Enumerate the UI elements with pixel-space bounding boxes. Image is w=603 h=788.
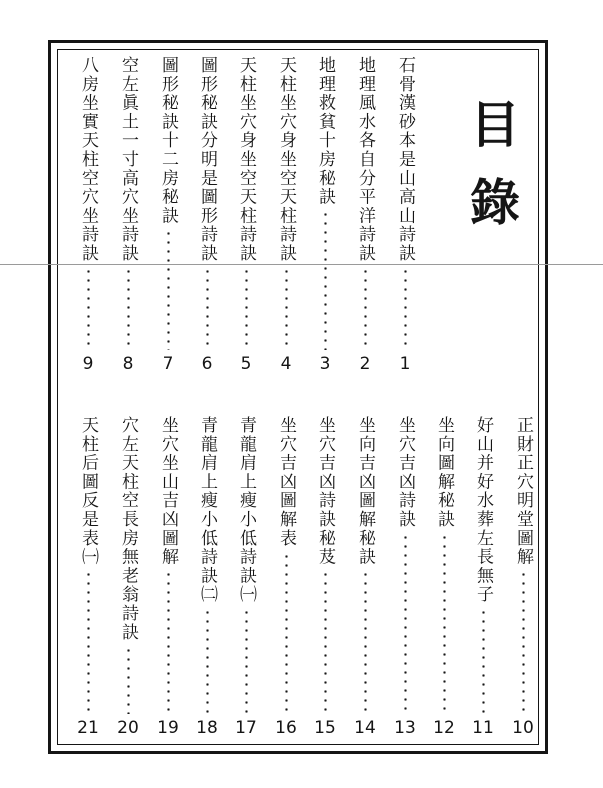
toc-entry[interactable] [234, 416, 258, 738]
toc-page-number: 17 [235, 718, 257, 738]
toc-page-number: 3 [319, 354, 331, 374]
toc-page-number: 19 [157, 718, 179, 738]
dot-leader [443, 533, 446, 714]
toc-entry[interactable] [76, 416, 100, 738]
toc-entry-title: 圖形秘訣十二房秘訣 [158, 56, 178, 226]
toc-page-number: 7 [162, 354, 174, 374]
dot-leader [87, 267, 90, 350]
toc-page-number: 10 [512, 718, 534, 738]
dot-leader [206, 608, 209, 714]
dot-leader [167, 570, 170, 714]
dot-leader [404, 533, 407, 714]
toc-entry-title: 坐穴吉凶詩訣秘芨 [315, 416, 335, 567]
toc-page-number: 14 [354, 718, 376, 738]
toc-page-number: 9 [82, 354, 94, 374]
toc-entry[interactable] [195, 416, 219, 738]
toc-entry-title: 正財正穴明堂圖解 [513, 416, 533, 567]
dot-leader [245, 608, 248, 714]
dot-leader [245, 267, 248, 350]
toc-entry[interactable] [393, 416, 417, 738]
dot-leader [364, 570, 367, 714]
toc-entry-title: 坐穴坐山吉凶圖解 [158, 416, 178, 567]
toc-page-number: 8 [122, 354, 134, 374]
toc-entry[interactable] [511, 416, 535, 738]
toc-page-number: 18 [196, 718, 218, 738]
dot-leader [404, 267, 407, 350]
toc-entry[interactable] [116, 416, 140, 738]
dot-leader [167, 229, 170, 350]
dot-leader [127, 267, 130, 350]
dot-leader [285, 267, 288, 350]
toc-entry[interactable] [274, 56, 298, 374]
toc-entry-title: 地理救貧十房秘訣 [315, 56, 335, 207]
toc-page-number: 6 [201, 354, 213, 374]
dot-leader [127, 646, 130, 714]
toc-page-number: 4 [280, 354, 292, 374]
page-title [455, 95, 535, 232]
toc-entry-title: 八房坐實天柱空穴坐詩訣 [78, 56, 98, 263]
toc-entry[interactable] [274, 416, 298, 738]
toc-entry-title: 穴左天柱空長房無老翁詩訣 [118, 416, 138, 642]
toc-entry[interactable] [353, 416, 377, 738]
toc-page-number: 15 [314, 718, 336, 738]
toc-entry-title: 石骨漢砂本是山高山詩訣 [395, 56, 415, 263]
toc-entry-title: 坐穴吉凶圖解表 [276, 416, 296, 548]
toc-entry[interactable] [116, 56, 140, 374]
toc-entry[interactable] [195, 56, 219, 374]
toc-page-number: 20 [117, 718, 139, 738]
title-char-1: 目 [470, 95, 520, 154]
dot-leader [482, 608, 485, 714]
toc-page-number: 5 [240, 354, 252, 374]
toc-entry-title: 天柱坐穴身坐空天柱詩訣 [276, 56, 296, 263]
toc-entry-title: 圖形秘訣分明是圖形詩訣 [197, 56, 217, 263]
toc-entry[interactable] [313, 416, 337, 738]
toc-entry-title: 地理風水各自分平洋詩訣 [355, 56, 375, 263]
toc-entry-title: 坐向吉凶圖解秘訣 [355, 416, 375, 567]
toc-entry[interactable] [76, 56, 100, 374]
toc-entry-title: 坐穴吉凶詩訣 [395, 416, 415, 529]
toc-entry[interactable] [234, 56, 258, 374]
toc-page-number: 13 [394, 718, 416, 738]
toc-entry[interactable] [156, 56, 180, 374]
dot-leader [206, 267, 209, 350]
toc-entry[interactable] [353, 56, 377, 374]
toc-entry[interactable] [313, 56, 337, 374]
toc-entry-title: 天柱后圖反是表㈠ [78, 416, 98, 567]
toc-entry[interactable] [393, 56, 417, 374]
toc-entry[interactable] [471, 416, 495, 738]
toc-entry[interactable] [156, 416, 180, 738]
toc-entry-title: 青龍肩上瘦小低詩訣㈡ [197, 416, 217, 604]
dot-leader [522, 570, 525, 714]
toc-page-number: 21 [77, 718, 99, 738]
dot-leader [87, 570, 90, 714]
toc-entry[interactable] [432, 416, 456, 738]
dot-leader [285, 552, 288, 714]
toc-entry-title: 空左眞土一寸高穴坐詩訣 [118, 56, 138, 263]
toc-page-number: 1 [399, 354, 411, 374]
dot-leader [364, 267, 367, 350]
toc-page-number: 16 [275, 718, 297, 738]
toc-page-number: 12 [433, 718, 455, 738]
toc-entry-title: 天柱坐穴身坐空天柱詩訣 [236, 56, 256, 263]
toc-page-number: 2 [359, 354, 371, 374]
dot-leader [324, 210, 327, 350]
toc-entry-title: 好山并好水葬左長無子 [473, 416, 493, 604]
title-char-2: 錄 [470, 173, 520, 232]
toc-entry-title: 坐向圖解秘訣 [434, 416, 454, 529]
toc-page-number: 11 [472, 718, 494, 738]
dot-leader [324, 570, 327, 714]
toc-entry-title: 青龍肩上瘦小低詩訣㈠ [236, 416, 256, 604]
